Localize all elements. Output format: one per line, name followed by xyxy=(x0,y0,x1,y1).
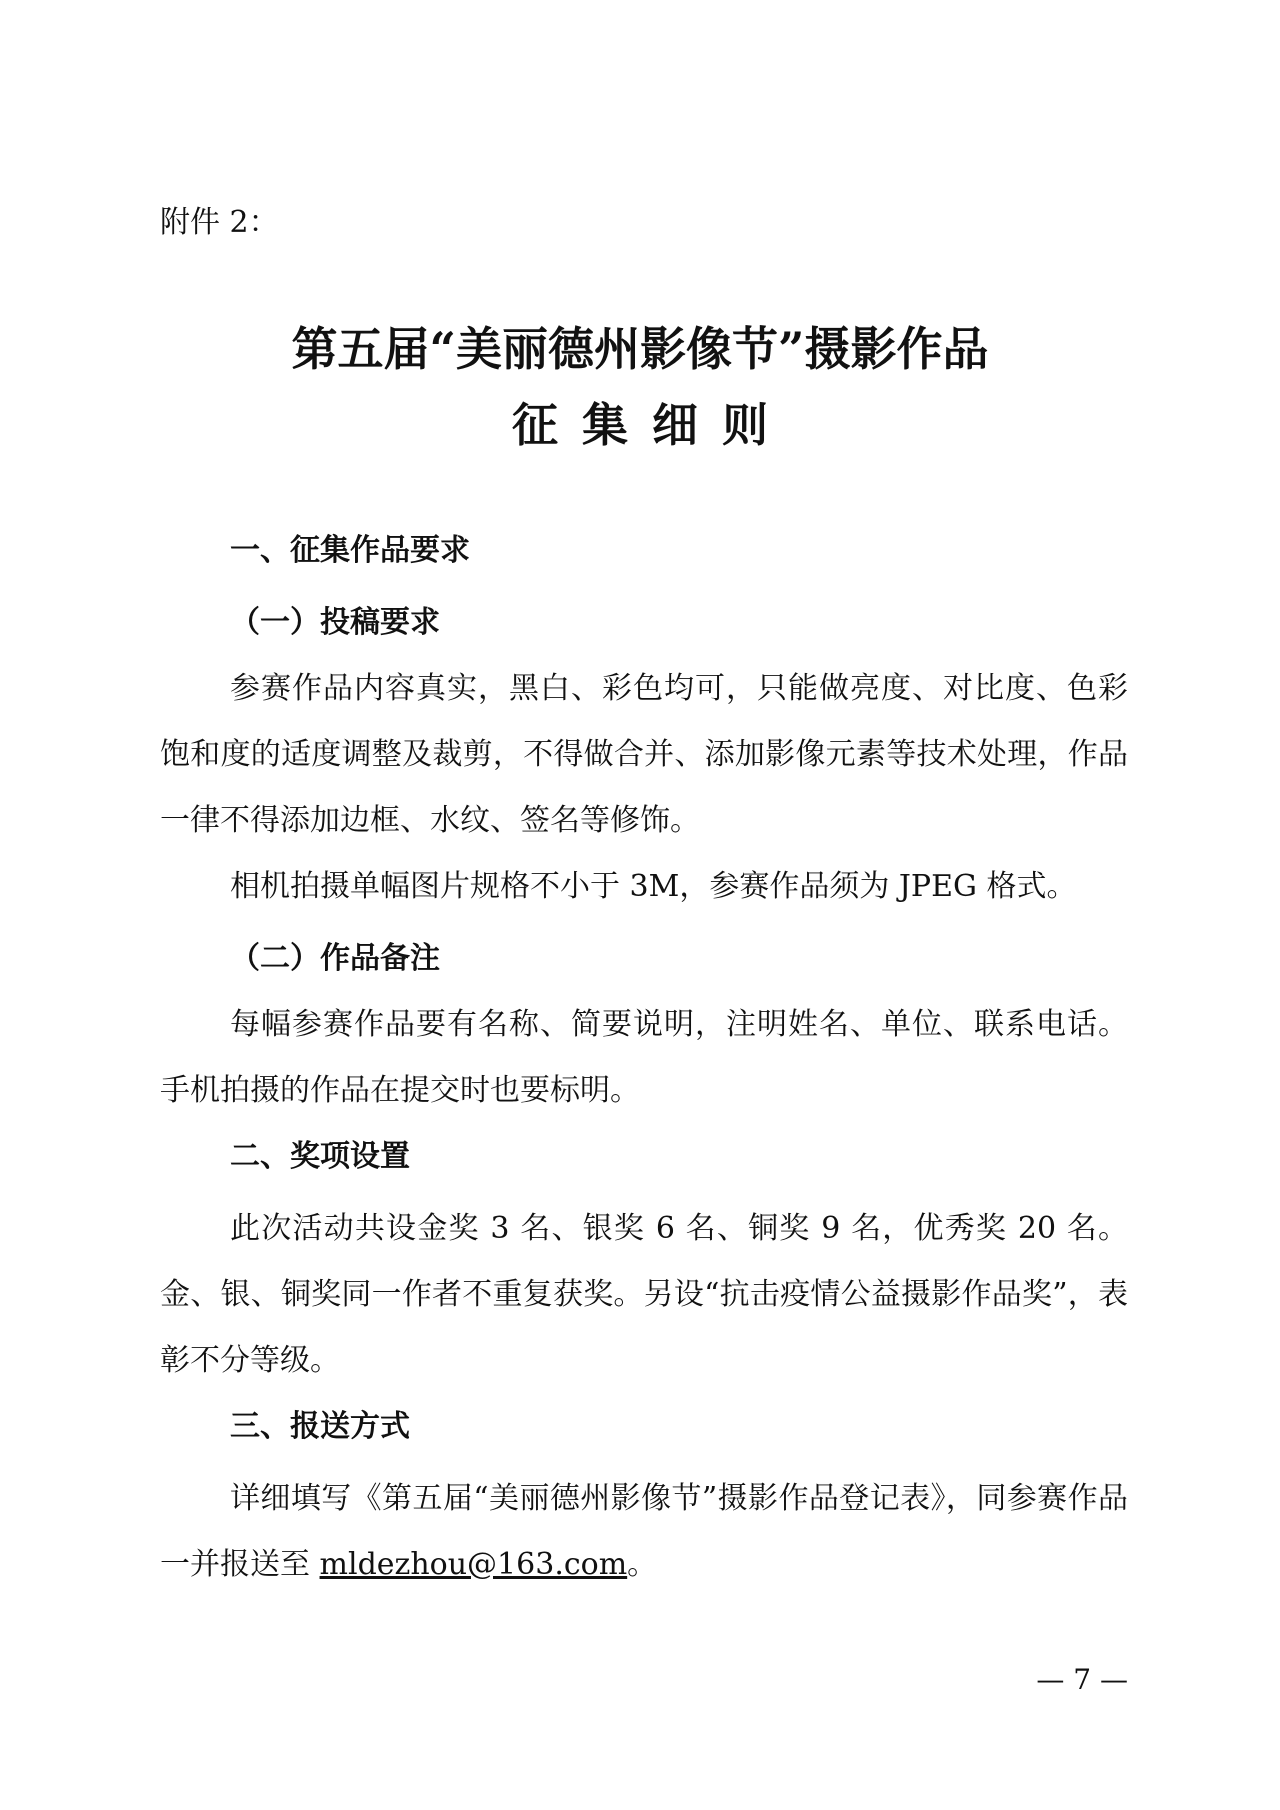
section-2-heading: 二、奖项设置 xyxy=(230,1139,410,1174)
section-3-heading: 三、报送方式 xyxy=(230,1409,410,1444)
section-1-sub-1-paragraph-2: 相机拍摄单幅图片规格不小于 3M，参赛作品须为 JPEG 格式。 xyxy=(230,869,1077,904)
document-title xyxy=(0,316,1280,458)
submission-email-link[interactable]: mldezhou@163.com xyxy=(319,1547,628,1582)
section-1-heading: 一、征集作品要求 xyxy=(230,533,470,568)
attachment-label: 附件 2： xyxy=(160,205,279,240)
page-number: — 7 — xyxy=(1036,1663,1128,1696)
section-1-sub-2-paragraph-1: 每幅参赛作品要有名称、简要说明，注明姓名、单位、联系电话。手机拍摄的作品在提交时也要标明。 xyxy=(160,1007,1128,1108)
section-3-text-before: 详细填写《第五届“美丽德州影像节”摄影作品登记表》，同参赛作品一并报送至 xyxy=(160,1481,1128,1582)
title-line-2: 征集细则 xyxy=(512,398,792,452)
section-1-sub-1-paragraph-1: 参赛作品内容真实，黑白、彩色均可，只能做亮度、对比度、色彩饱和度的适度调整及裁剪，不得做合并、添加影像元素等技术处理，作品一律不得添加边框、水纹、签名等修饰。 xyxy=(160,671,1128,838)
section-3-paragraph-1 xyxy=(160,1466,1128,1598)
title-line-1: 第五届“美丽德州影像节”摄影作品 xyxy=(291,322,989,376)
section-2-paragraph-1: 此次活动共设金奖 3 名、银奖 6 名、铜奖 9 名，优秀奖 20 名。金、银、铜奖同一作者不重复获奖。另设“抗击疫情公益摄影作品奖”，表彰不分等级。 xyxy=(160,1211,1128,1378)
document-body xyxy=(160,518,1128,1598)
section-1-sub-2-heading: （二）作品备注 xyxy=(230,941,440,976)
section-3-text-after: 。 xyxy=(627,1547,658,1582)
section-1-sub-1-heading: （一）投稿要求 xyxy=(230,605,440,640)
